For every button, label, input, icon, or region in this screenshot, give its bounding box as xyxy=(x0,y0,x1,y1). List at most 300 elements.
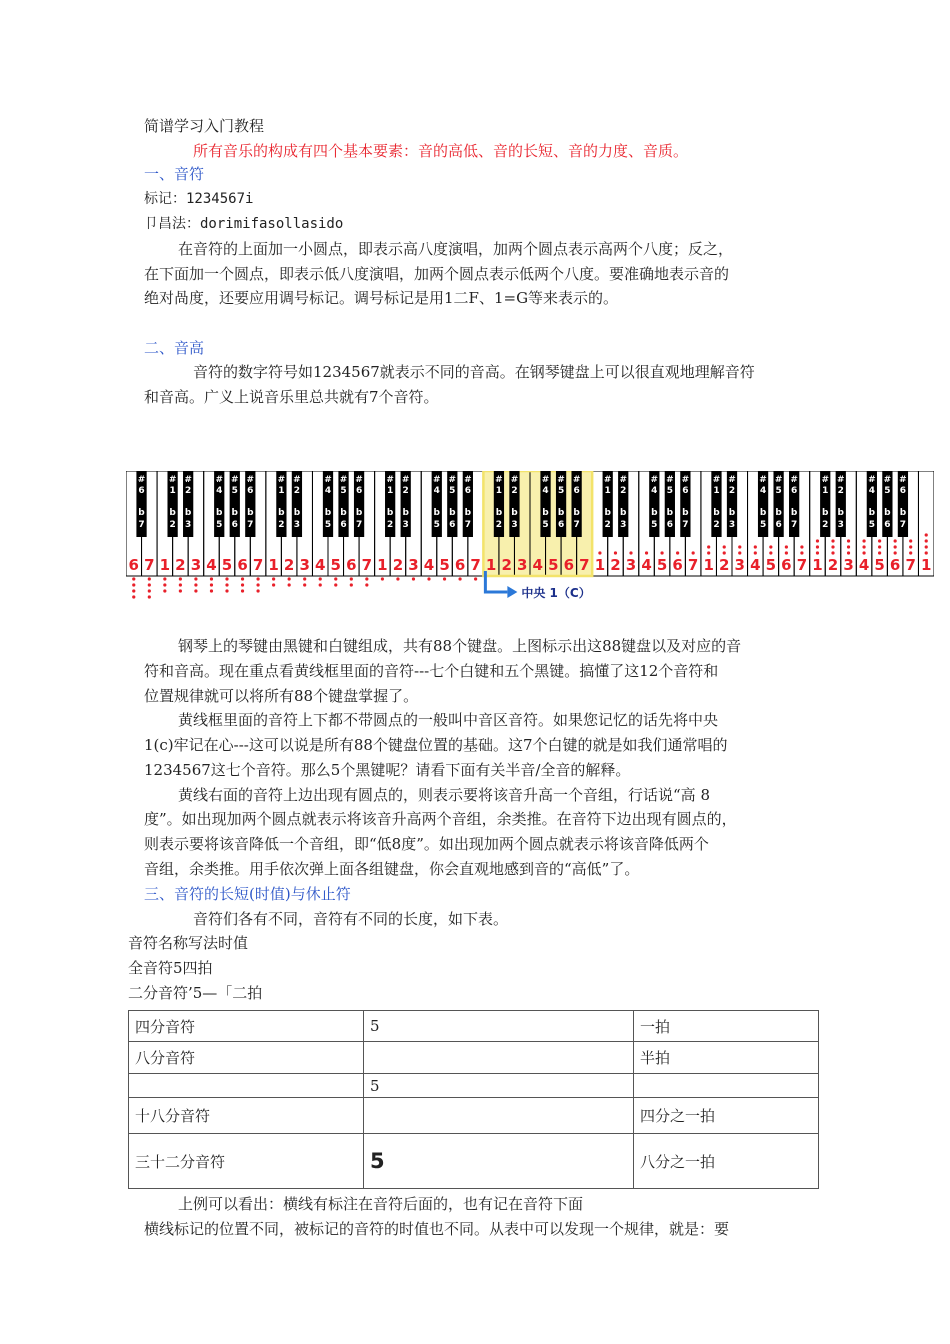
white-key-note: 3 xyxy=(843,556,854,574)
black-key-flat-note: 2 xyxy=(169,520,176,530)
black-key-flat-note: 5 xyxy=(324,520,332,530)
sharp-symbol: # xyxy=(215,475,224,485)
note-name-cell: 四分音符 xyxy=(129,1011,364,1042)
note-name-cell xyxy=(129,1074,364,1098)
octave-dot xyxy=(614,551,617,554)
black-key-flat-note: 5 xyxy=(651,520,658,530)
flat-symbol: b xyxy=(604,508,611,518)
sharp-symbol: # xyxy=(510,475,519,485)
black-key-flat-note: 2 xyxy=(278,520,285,530)
octave-dot xyxy=(878,539,881,542)
sharp-symbol: # xyxy=(495,475,503,485)
sharp-symbol: # xyxy=(184,475,192,485)
octave-dot xyxy=(738,551,741,554)
octave-dot xyxy=(132,577,135,580)
octave-dot xyxy=(925,545,928,548)
table-row xyxy=(129,1098,819,1134)
octave-dot xyxy=(148,589,151,592)
s2b-para-line: 黄线右面的音符上边出现有圆点的，则表示要将该音升高一个音组，行话说“高 8 xyxy=(178,786,710,804)
white-key-note: 6 xyxy=(672,556,683,574)
flat-symbol: b xyxy=(728,508,736,518)
black-key-flat-note: 2 xyxy=(604,520,611,530)
octave-dot xyxy=(319,583,322,586)
black-key-sharp-note: 1 xyxy=(495,486,503,496)
octave-dot xyxy=(754,551,757,554)
sharp-symbol: # xyxy=(666,475,674,485)
s2b-para-line: 则表示要将该音降低一个音组，即“低8度”。如出现加两个圆点就表示将该音降低两个 xyxy=(144,835,709,853)
note-name-cell: 三十二分音符 xyxy=(129,1134,364,1189)
black-key-sharp-note: 6 xyxy=(899,486,907,496)
white-key-note: 5 xyxy=(548,556,559,574)
s3-para: 音符们各有不同，音符有不同的长度，如下表。 xyxy=(193,910,509,928)
black-key-sharp-note: 6 xyxy=(573,486,580,496)
octave-dot xyxy=(723,551,726,554)
s3-list-item: 全音符5四拍 xyxy=(128,959,213,977)
black-key-flat-note: 6 xyxy=(340,520,347,530)
octave-dot xyxy=(878,551,881,554)
sharp-symbol: # xyxy=(603,475,612,485)
flat-symbol: b xyxy=(169,508,176,518)
white-key-note: 6 xyxy=(781,556,792,574)
octave-dot xyxy=(163,589,166,592)
octave-dot xyxy=(847,539,850,542)
sharp-symbol: # xyxy=(759,475,767,485)
white-key-note: 3 xyxy=(408,556,419,574)
arrow-head-icon xyxy=(507,586,517,598)
flat-symbol: b xyxy=(278,508,285,518)
s3-after-line: 横线标记的位置不同，被标记的音符的时值也不同。从表中可以发现一个规律，就是：要 xyxy=(144,1220,730,1238)
sharp-symbol: # xyxy=(448,475,457,485)
black-key-sharp-note: 6 xyxy=(464,486,471,496)
black-key-flat-note: 5 xyxy=(759,520,767,530)
black-key-sharp-note: 2 xyxy=(728,486,736,496)
sharp-symbol: # xyxy=(464,475,472,485)
octave-dot xyxy=(660,551,663,554)
black-key-sharp-note: 6 xyxy=(682,486,689,496)
white-key-note: 3 xyxy=(517,556,528,574)
flat-symbol: b xyxy=(511,508,518,518)
flat-symbol: b xyxy=(790,508,798,518)
white-key-note: 3 xyxy=(734,556,745,574)
white-key-note: 7 xyxy=(144,556,155,574)
black-key-flat-note: 6 xyxy=(557,520,565,530)
section1-heading: 一、音符 xyxy=(144,165,205,183)
value-cell: 半拍 xyxy=(634,1042,819,1074)
writing-cell: 5 xyxy=(364,1134,634,1189)
white-key-note: 5 xyxy=(874,556,885,574)
octave-dot xyxy=(894,551,897,554)
section2-heading: 二、音高 xyxy=(144,339,205,357)
value-cell: 四分之一拍 xyxy=(634,1098,819,1134)
white-key-note: 2 xyxy=(175,556,186,574)
sharp-symbol: # xyxy=(293,475,301,485)
octave-dot xyxy=(334,583,337,586)
octave-dot xyxy=(785,551,788,554)
black-key-flat-note: 3 xyxy=(185,520,192,530)
s2b-para-line: 度”。如出现加两个圆点就表示将该音升高两个音组，余类推。在音符下边出现有圆点的， xyxy=(144,810,737,828)
sharp-symbol: # xyxy=(883,475,892,485)
black-key-sharp-note: 5 xyxy=(340,486,347,496)
black-key-sharp-note: 2 xyxy=(185,486,192,496)
octave-dot xyxy=(179,589,182,592)
octave-dot xyxy=(241,589,244,592)
black-key-flat-note: 2 xyxy=(387,520,394,530)
octave-dot xyxy=(241,577,244,580)
black-key-sharp-note: 1 xyxy=(278,486,285,496)
black-key-flat-note: 2 xyxy=(495,520,503,530)
flat-symbol: b xyxy=(822,508,829,518)
value-cell xyxy=(634,1074,819,1098)
black-key-flat-note: 3 xyxy=(402,520,409,530)
value-cell: 一拍 xyxy=(634,1011,819,1042)
white-key-note: 2 xyxy=(827,556,839,574)
octave-dot xyxy=(179,577,182,580)
table-row xyxy=(129,1074,819,1098)
s3-list-item: 二分音符’5—「二拍 xyxy=(128,984,263,1002)
white-key-note: 1 xyxy=(812,556,823,574)
flat-symbol: b xyxy=(620,508,627,518)
sharp-symbol: # xyxy=(836,475,845,485)
black-key-sharp-note: 4 xyxy=(868,486,875,496)
black-key-sharp-note: 5 xyxy=(884,486,891,496)
octave-dot xyxy=(894,545,897,548)
white-key-note: 1 xyxy=(159,556,171,574)
white-key-note: 2 xyxy=(610,556,621,574)
marks-line: 标记：1234567i xyxy=(144,191,254,207)
black-key-flat-note: 5 xyxy=(216,520,223,530)
white-key-note: 7 xyxy=(687,556,699,574)
s2b-para-line: 1(c)牢记在心---这可以说是所有88个键盘位置的基础。这7个白键的就是如我们通常唱的 xyxy=(144,736,728,754)
white-key-note: 5 xyxy=(330,556,341,574)
black-key-flat-note: 6 xyxy=(666,520,673,530)
flat-symbol: b xyxy=(324,508,332,518)
black-key-flat-note: 2 xyxy=(713,520,720,530)
white-key-note: 2 xyxy=(501,556,512,574)
white-key-note: 7 xyxy=(252,556,264,574)
sharp-symbol: # xyxy=(339,475,348,485)
white-key-note: 1 xyxy=(703,556,714,574)
page-title: 简谱学习入门教程 xyxy=(144,117,265,135)
black-key-sharp-note: 4 xyxy=(433,486,440,496)
sharp-symbol: # xyxy=(790,475,798,485)
flat-symbol: b xyxy=(775,508,782,518)
sharp-symbol: # xyxy=(277,475,286,485)
octave-dot xyxy=(800,545,803,548)
white-key-note: 6 xyxy=(563,556,575,574)
black-key-flat-note: 6 xyxy=(775,520,782,530)
octave-dot xyxy=(598,551,601,554)
black-key-sharp-note: 2 xyxy=(620,486,627,496)
note-name-cell: 八分音符 xyxy=(129,1042,364,1074)
flat-symbol: b xyxy=(231,508,238,518)
sharp-symbol: # xyxy=(821,475,830,485)
s1-para-line: 绝对咼度，还要应用调号标记。调号标记是用1二F、1=G等来表示的。 xyxy=(144,289,619,307)
white-key-note: 4 xyxy=(750,556,761,574)
black-key-sharp-note: 5 xyxy=(775,486,782,496)
table-row xyxy=(129,1011,819,1042)
flat-symbol: b xyxy=(837,508,844,518)
octave-dot xyxy=(194,583,197,586)
octave-dot xyxy=(365,583,368,586)
octave-dot xyxy=(831,551,834,554)
table-row xyxy=(129,1134,819,1189)
flat-symbol: b xyxy=(402,508,409,518)
white-key-note: 6 xyxy=(237,556,248,574)
sharp-symbol: # xyxy=(541,475,550,485)
octave-dot xyxy=(210,589,213,592)
s1-para-line: 在下面加一个圆点，即表示低八度演唱，加两个圆点表示低两个八度。要准确地表示音的 xyxy=(144,265,730,283)
octave-dot xyxy=(179,583,182,586)
writing-cell xyxy=(364,1042,634,1074)
sharp-symbol: # xyxy=(401,475,410,485)
octave-dot xyxy=(769,545,772,548)
black-key-flat-note: 7 xyxy=(899,520,907,530)
octave-dot xyxy=(225,583,228,586)
s3-after-line: 上例可以看出：横线有标注在音符后面的，也有记在音符下面 xyxy=(178,1195,584,1213)
octave-dot xyxy=(458,577,461,580)
octave-dot xyxy=(816,551,819,554)
s2b-para-line: 符和音高。现在重点看黄线框里面的音符---七个白键和五个黑键。搞懂了这12个音符和 xyxy=(144,662,719,680)
flat-symbol: b xyxy=(542,508,549,518)
flat-symbol: b xyxy=(355,508,363,518)
octave-dot xyxy=(723,545,726,548)
black-key-sharp-note: 5 xyxy=(231,486,238,496)
solfege-line: 卩昌法：dorimifasollasido xyxy=(144,216,344,232)
white-key-note: 4 xyxy=(532,556,543,574)
white-key-note: 3 xyxy=(625,556,637,574)
sharp-symbol: # xyxy=(386,475,394,485)
octave-dot xyxy=(288,577,291,580)
black-key-flat-note: 2 xyxy=(822,520,829,530)
octave-dot xyxy=(350,583,353,586)
white-key-note: 2 xyxy=(283,556,295,574)
octave-dot xyxy=(474,577,477,580)
octave-dot xyxy=(629,551,632,554)
octave-dot xyxy=(194,577,197,580)
black-key-sharp-note: 6 xyxy=(791,486,798,496)
s2b-para-line: 黄线框里面的音符上下都不带圆点的一般叫中音区音符。如果您记忆的话先将中央 xyxy=(178,711,719,729)
flat-symbol: b xyxy=(216,508,223,518)
white-key-note: 7 xyxy=(361,556,373,574)
black-key-sharp-note: 5 xyxy=(557,486,565,496)
octave-dot xyxy=(256,583,259,586)
black-key-sharp-note: 4 xyxy=(542,486,549,496)
flat-symbol: b xyxy=(184,508,192,518)
octave-dot xyxy=(241,583,244,586)
section3-heading: 三、音符的长短(时值)与休止符 xyxy=(144,885,351,903)
octave-dot xyxy=(831,545,834,548)
octave-dot xyxy=(925,533,928,536)
s2b-para-line: 位置规律就可以将所有88个键盘掌握了。 xyxy=(144,687,419,705)
white-key-note: 1 xyxy=(921,556,932,574)
octave-dot xyxy=(225,577,228,580)
flat-symbol: b xyxy=(293,508,301,518)
sharp-symbol: # xyxy=(728,475,736,485)
s2-para-line: 和音高。广义上说音乐里总共就有7个音符。 xyxy=(144,388,439,406)
octave-dot xyxy=(909,545,912,548)
black-key-flat-note: 3 xyxy=(728,520,736,530)
s3-list-item: 音符名称写法时值 xyxy=(128,934,249,952)
octave-dot xyxy=(769,551,772,554)
octave-dot xyxy=(862,539,865,542)
octave-dot xyxy=(365,577,368,580)
octave-dot xyxy=(847,545,850,548)
octave-dot xyxy=(676,551,679,554)
octave-dot xyxy=(194,589,197,592)
black-key-flat-note: 5 xyxy=(868,520,875,530)
sharp-symbol: # xyxy=(246,475,255,485)
octave-dot xyxy=(350,577,353,580)
flat-symbol: b xyxy=(899,508,907,518)
sharp-symbol: # xyxy=(650,475,659,485)
black-key-sharp-note: 1 xyxy=(604,486,611,496)
flat-symbol: b xyxy=(247,508,254,518)
note-name-cell: 十八分音符 xyxy=(129,1098,364,1134)
octave-dot xyxy=(816,539,819,542)
sharp-symbol: # xyxy=(230,475,239,485)
sharp-symbol: # xyxy=(899,475,907,485)
s2b-para-line: 音组，余类推。用手依次弹上面各组键盘，你会直观地感到音的“高低”了。 xyxy=(144,860,640,878)
sharp-symbol: # xyxy=(619,475,628,485)
black-key-sharp-note: 4 xyxy=(651,486,658,496)
octave-dot xyxy=(148,583,151,586)
octave-dot xyxy=(800,551,803,554)
middle-c-label: 中央 1（C） xyxy=(521,586,591,600)
black-key-sharp-note: 1 xyxy=(169,486,176,496)
white-key-note: 5 xyxy=(656,556,668,574)
octave-dot xyxy=(847,551,850,554)
white-key-note: 6 xyxy=(128,556,139,574)
white-key-note: 1 xyxy=(594,556,606,574)
white-key-note: 1 xyxy=(377,556,388,574)
octave-dot xyxy=(210,583,213,586)
black-key-sharp-note: 2 xyxy=(402,486,409,496)
octave-dot xyxy=(303,583,306,586)
sharp-symbol: # xyxy=(712,475,721,485)
octave-dot xyxy=(785,545,788,548)
octave-dot xyxy=(412,577,415,580)
octave-dot xyxy=(148,595,151,598)
octave-dot xyxy=(288,583,291,586)
octave-dot xyxy=(738,545,741,548)
octave-dot xyxy=(319,577,322,580)
flat-symbol: b xyxy=(386,508,394,518)
white-key-note: 3 xyxy=(299,556,310,574)
piano-keyboard-diagram xyxy=(126,471,934,607)
s2b-para-line: 钢琴上的琴键由黑键和白键组成，共有88个键盘。上图标示出这88键盘以及对应的音 xyxy=(178,637,742,655)
intro-text: 所有音乐的构成有四个基本要素：音的高低、音的长短、音的力度、音质。 xyxy=(193,142,689,160)
octave-dot xyxy=(132,583,135,586)
octave-dot xyxy=(831,539,834,542)
s1-para-line: 在音符的上面加一小圆点，即表示高八度演唱，加两个圆点表示高两个八度；反之， xyxy=(178,240,734,258)
flat-symbol: b xyxy=(464,508,472,518)
black-key-flat-note: 7 xyxy=(138,520,145,530)
white-key-note: 4 xyxy=(641,556,652,574)
black-key-sharp-note: 5 xyxy=(449,486,456,496)
flat-symbol: b xyxy=(138,508,145,518)
sharp-symbol: # xyxy=(557,475,565,485)
black-key-sharp-note: 2 xyxy=(511,486,518,496)
sharp-symbol: # xyxy=(774,475,783,485)
black-key-flat-note: 7 xyxy=(464,520,471,530)
octave-dot xyxy=(707,551,710,554)
octave-dot xyxy=(925,539,928,542)
octave-dot xyxy=(878,545,881,548)
white-key-note: 7 xyxy=(796,556,808,574)
octave-dot xyxy=(443,577,446,580)
octave-dot xyxy=(862,545,865,548)
sharp-symbol: # xyxy=(868,475,876,485)
black-key-sharp-note: 6 xyxy=(355,486,363,496)
black-key-sharp-note: 2 xyxy=(293,486,301,496)
octave-dot xyxy=(862,551,865,554)
octave-dot xyxy=(894,539,897,542)
octave-dot xyxy=(925,551,928,554)
white-key-note: 7 xyxy=(905,556,916,574)
octave-dot xyxy=(381,577,384,580)
flat-symbol: b xyxy=(682,508,689,518)
octave-dot xyxy=(210,577,213,580)
white-key-note: 7 xyxy=(470,556,481,574)
black-key-sharp-note: 4 xyxy=(216,486,223,496)
flat-symbol: b xyxy=(573,508,580,518)
flat-symbol: b xyxy=(557,508,565,518)
octave-dot xyxy=(645,551,648,554)
flat-symbol: b xyxy=(759,508,767,518)
flat-symbol: b xyxy=(666,508,674,518)
octave-dot xyxy=(909,551,912,554)
white-key-note: 7 xyxy=(579,556,590,574)
flat-symbol: b xyxy=(495,508,503,518)
black-key-sharp-note: 2 xyxy=(837,486,844,496)
duration-table xyxy=(128,1010,819,1189)
octave-dot xyxy=(132,595,135,598)
black-key-sharp-note: 1 xyxy=(387,486,394,496)
black-key-flat-note: 6 xyxy=(449,520,456,530)
white-key-note: 2 xyxy=(719,556,730,574)
white-key-note: 5 xyxy=(765,556,777,574)
s2-para-line: 音符的数字符号如1234567就表示不同的音高。在钢琴键盘上可以很直观地理解音符 xyxy=(193,363,755,381)
black-key-flat-note: 3 xyxy=(620,520,627,530)
white-key-note: 4 xyxy=(858,556,870,574)
black-key-sharp-note: 4 xyxy=(324,486,332,496)
octave-dot xyxy=(225,589,228,592)
sharp-symbol: # xyxy=(432,475,441,485)
octave-dot xyxy=(256,577,259,580)
sharp-symbol: # xyxy=(324,475,332,485)
white-key-note: 6 xyxy=(454,556,466,574)
black-key-sharp-note: 5 xyxy=(666,486,673,496)
octave-dot xyxy=(396,577,399,580)
black-key-flat-note: 7 xyxy=(791,520,798,530)
sharp-symbol: # xyxy=(168,475,177,485)
octave-dot xyxy=(303,577,306,580)
flat-symbol: b xyxy=(713,508,720,518)
white-key-note: 1 xyxy=(268,556,279,574)
white-key-note: 5 xyxy=(221,556,233,574)
white-key-note: 3 xyxy=(190,556,202,574)
octave-dot xyxy=(163,577,166,580)
black-key-flat-note: 3 xyxy=(511,520,518,530)
table-row xyxy=(129,1042,819,1074)
sharp-symbol: # xyxy=(355,475,363,485)
s2b-para-line: 1234567这七个音符。那么5个黑键呢？请看下面有关半音/全音的解释。 xyxy=(144,761,631,779)
flat-symbol: b xyxy=(340,508,347,518)
writing-cell: 5 xyxy=(364,1011,634,1042)
black-key-flat-note: 7 xyxy=(247,520,254,530)
value-cell: 八分之一拍 xyxy=(634,1134,819,1189)
octave-dot xyxy=(148,577,151,580)
